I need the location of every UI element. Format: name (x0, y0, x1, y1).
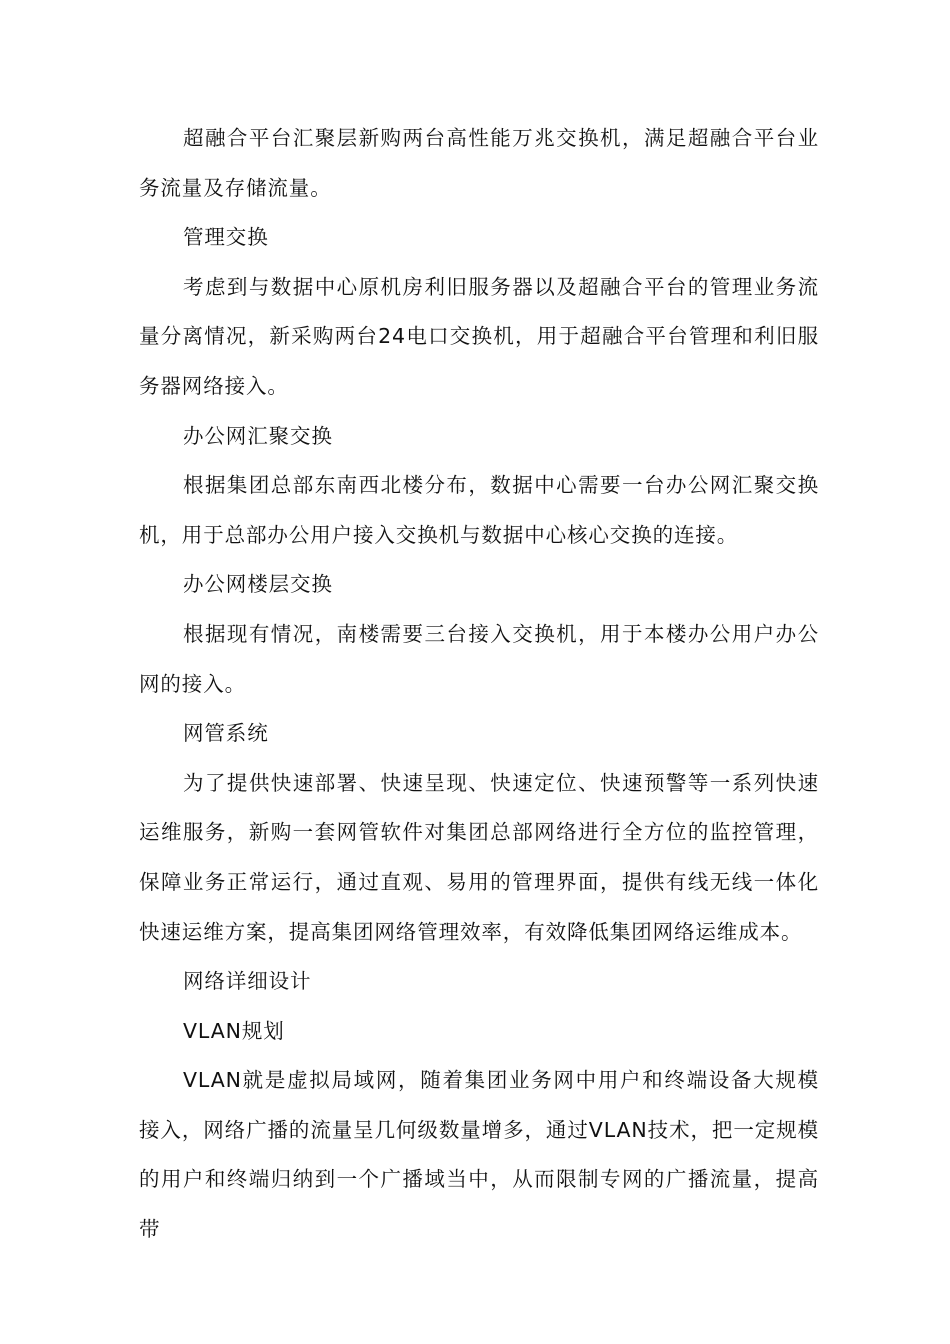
heading-vlan-planning: VLAN规划 (183, 1018, 285, 1043)
paragraph-office-aggregation-switch: 根据集团总部东南西北楼分布，数据中心需要一台办公网汇聚交换机，用于总部办公用户接入交换机与数据中心核心交换的连接。 (139, 473, 819, 547)
paragraph-vlan-planning: VLAN就是虚拟局域网，随着集团业务网中用户和终端设备大规模接入，网络广播的流量呈几何级数量增多，通过VLAN技术，把一定规模的用户和终端归纳到一个广播域当中，从而限制专网的广播流量，提高带 (139, 1068, 819, 1242)
heading-network-detailed-design: 网络详细设计 (183, 969, 312, 994)
paragraph-network-management-system: 为了提供快速部署、快速呈现、快速定位、快速预警等一系列快速运维服务，新购一套网管软件对集团总部网络进行全方位的监控管理，保障业务正常运行，通过直观、易用的管理界面，提供有线无线一体化快速运维方案，提高集团网络管理效率，有效降低集团网络运维成本。 (139, 770, 819, 944)
paragraph-aggregation-switch: 超融合平台汇聚层新购两台高性能万兆交换机，满足超融合平台业务流量及存储流量。 (139, 126, 819, 200)
document-page (139, 114, 819, 1255)
paragraph-management-switch: 考虑到与数据中心原机房利旧服务器以及超融合平台的管理业务流量分离情况，新采购两台24电口交换机，用于超融合平台管理和利旧服务器网络接入。 (139, 274, 819, 398)
paragraph-office-floor-switch: 根据现有情况，南楼需要三台接入交换机，用于本楼办公用户办公网的接入。 (139, 621, 819, 696)
heading-office-floor-switch: 办公网楼层交换 (183, 572, 333, 597)
heading-office-aggregation-switch: 办公网汇聚交换 (183, 423, 333, 448)
heading-management-switch: 管理交换 (183, 225, 269, 250)
heading-network-management-system: 网管系统 (183, 721, 269, 746)
